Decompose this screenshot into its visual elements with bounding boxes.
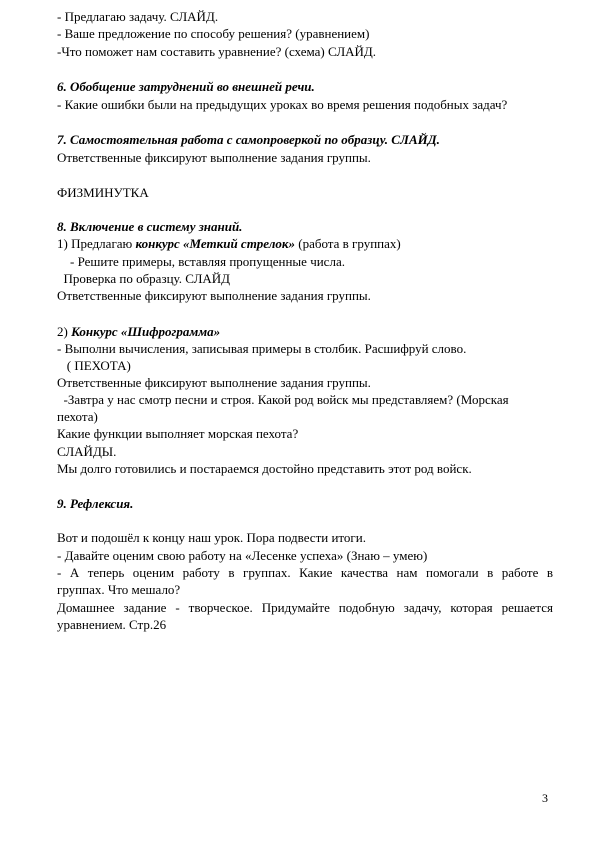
contest-1-name: конкурс «Меткий стрелок»	[135, 236, 296, 251]
text-line: Ответственные фиксируют выполнение задания группы.	[57, 150, 371, 165]
text-line: Вот и подошёл к концу наш урок. Пора подвести итоги.	[57, 530, 366, 545]
text-line: - Какие ошибки были на предыдущих уроках во время решения подобных задач?	[57, 97, 508, 112]
text-span: 2)	[57, 324, 72, 339]
fizminutka-label: ФИЗМИНУТКА	[57, 185, 149, 200]
text-line: пехота)	[57, 409, 98, 424]
page-number: 3	[542, 791, 548, 805]
text-line: группах. Что мешало?	[57, 582, 181, 597]
text-line: уравнением. Стр.26	[57, 617, 167, 632]
section-heading-8: 8. Включение в систему знаний.	[57, 219, 243, 234]
contest-2-line	[57, 324, 220, 340]
text-line: - Выполни вычисления, записывая примеры в столбик. Расшифруй слово.	[57, 341, 467, 356]
text-line: -Завтра у нас смотр песни и строя. Какой род войск мы представляем? (Морская	[57, 392, 509, 407]
text-line: Домашнее задание - творческое. Придумайте подобную задачу, которая решается	[57, 600, 553, 615]
text-line: - А теперь оценим работу в группах. Какие качества нам помогали в работе в	[57, 565, 553, 580]
text-line: Проверка по образцу. СЛАЙД	[57, 271, 231, 286]
text-line: - Ваше предложение по способу решения? (уравнением)	[57, 26, 370, 41]
contest-1-line	[57, 236, 401, 252]
text-line: Мы долго готовились и постараемся достойно представить этот род войск.	[57, 461, 472, 476]
contest-2-name: Конкурс «Шифрограмма»	[71, 324, 221, 339]
text-line: ( ПЕХОТА)	[57, 358, 131, 373]
section-heading-9: 9. Рефлексия.	[57, 496, 134, 511]
text-line: - Предлагаю задачу. СЛАЙД.	[57, 9, 219, 24]
section-heading-7: 7. Самостоятельная работа с самопроверкой по образцу. СЛАЙД.	[57, 132, 440, 147]
text-line: СЛАЙДЫ.	[57, 444, 117, 459]
text-line: - Решите примеры, вставляя пропущенные числа.	[57, 254, 345, 269]
text-line: - Давайте оценим свою работу на «Лесенке успеха» (Знаю – умею)	[57, 548, 428, 563]
text-line: -Что поможет нам составить уравнение? (схема) СЛАЙД.	[57, 44, 377, 59]
text-span: (работа в группах)	[295, 236, 401, 251]
text-line: Какие функции выполняет морская пехота?	[57, 426, 299, 441]
text-line: Ответственные фиксируют выполнение задания группы.	[57, 288, 371, 303]
text-line: Ответственные фиксируют выполнение задания группы.	[57, 375, 371, 390]
text-span: 1) Предлагаю	[57, 236, 136, 251]
section-heading-6: 6. Обобщение затруднений во внешней речи.	[57, 79, 315, 94]
